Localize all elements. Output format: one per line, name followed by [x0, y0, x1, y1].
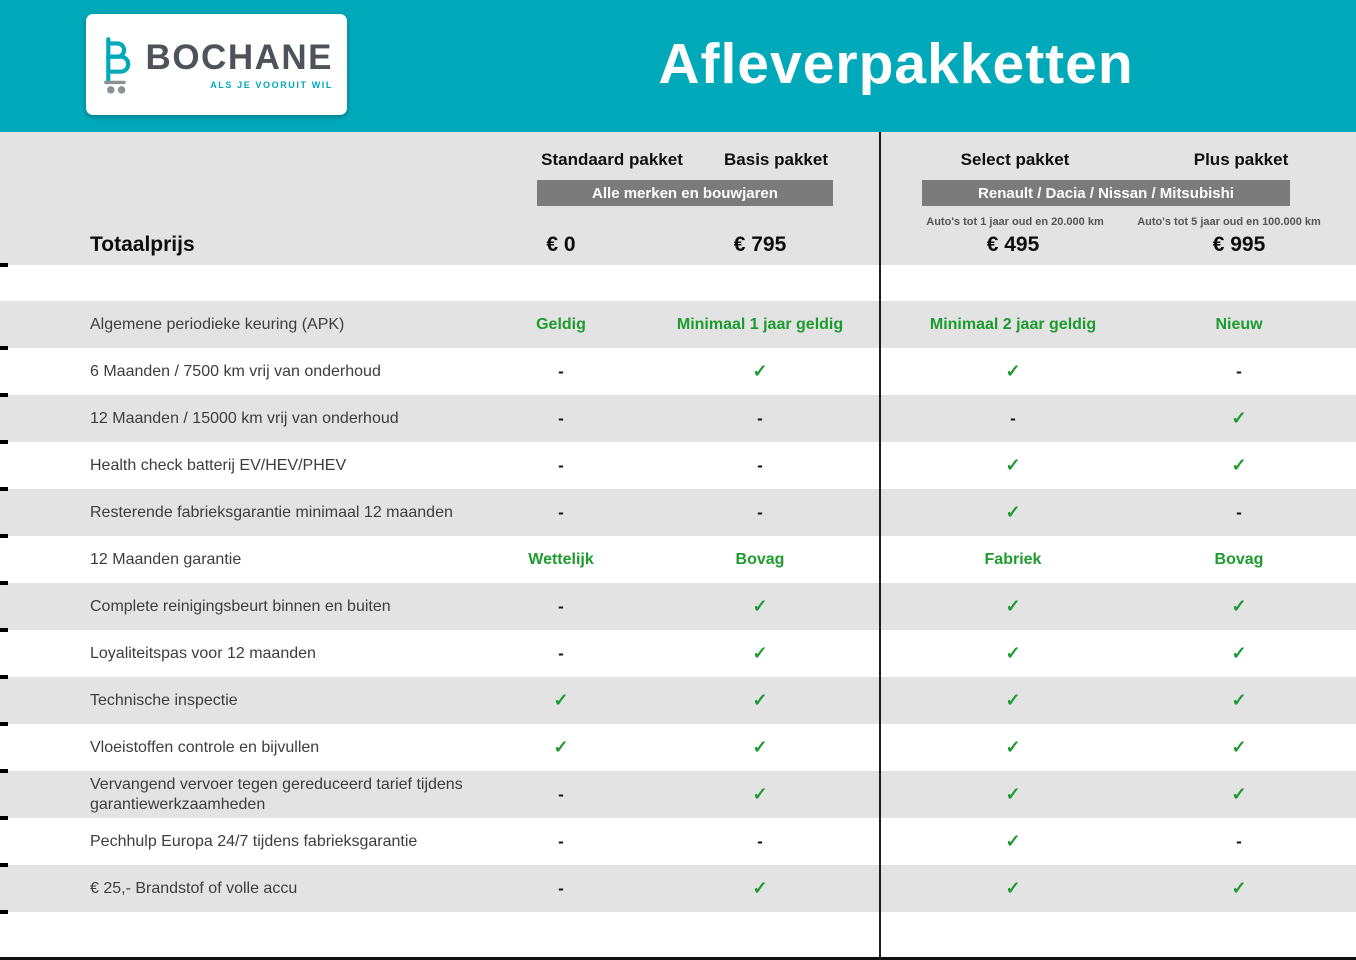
- cell-select: ✓: [1005, 737, 1021, 757]
- cell-select: Fabriek: [984, 550, 1042, 568]
- cell-standaard: -: [558, 455, 564, 475]
- cell-basis: ✓: [752, 690, 768, 710]
- column-header-standaard: Standaard pakket: [541, 150, 683, 169]
- totals-row: [0, 228, 1356, 262]
- row-label: Complete reinigingsbeurt binnen en buiten: [90, 597, 391, 615]
- table-row: [0, 865, 1356, 912]
- edge-tick: [0, 628, 8, 632]
- price-select: € 495: [986, 233, 1040, 256]
- cell-standaard: Geldig: [536, 315, 586, 333]
- cell-select: ✓: [1005, 502, 1021, 522]
- cell-basis: ✓: [752, 596, 768, 616]
- bochane-cart-icon: [100, 28, 137, 102]
- row-label: 12 Maanden / 15000 km vrij van onderhoud: [90, 409, 399, 427]
- table-row: [0, 724, 1356, 771]
- cell-select: ✓: [1005, 831, 1021, 851]
- cell-standaard: Wettelijk: [528, 550, 594, 568]
- logo-name: BOCHANE: [145, 37, 333, 77]
- cell-select: ✓: [1005, 596, 1021, 616]
- table-row: [0, 442, 1356, 489]
- row-label: Vervangend vervoer tegen gereduceerd tarief tijdens garantiewerkzaamheden: [90, 775, 463, 813]
- cell-standaard: -: [558, 502, 564, 522]
- table-row: [0, 818, 1356, 865]
- cell-plus: ✓: [1231, 596, 1247, 616]
- cell-plus: -: [1236, 502, 1242, 522]
- cell-standaard: -: [558, 831, 564, 851]
- cell-plus: -: [1236, 361, 1242, 381]
- edge-tick: [0, 722, 8, 726]
- table-row: [0, 395, 1356, 442]
- cell-standaard: -: [558, 643, 564, 663]
- edge-tick: [0, 440, 8, 444]
- edge-tick: [0, 581, 8, 585]
- cell-plus: ✓: [1231, 784, 1247, 804]
- cell-select: ✓: [1005, 455, 1021, 475]
- table-row: [0, 348, 1356, 395]
- cell-select: ✓: [1005, 643, 1021, 663]
- cell-basis: Minimaal 1 jaar geldig: [676, 315, 844, 333]
- edge-tick: [0, 263, 8, 267]
- cell-plus: ✓: [1231, 878, 1247, 898]
- edge-tick: [0, 346, 8, 350]
- badge-merken-renault-groep: Renault / Dacia / Nissan / Mitsubishi: [922, 180, 1290, 206]
- cell-plus: ✓: [1231, 455, 1247, 475]
- cell-basis: ✓: [752, 784, 768, 804]
- note-select-pakket: Auto's tot 1 jaar oud en 20.000 km: [926, 216, 1104, 228]
- cell-standaard: -: [558, 596, 564, 616]
- table-row: [0, 583, 1356, 630]
- edge-tick: [0, 393, 8, 397]
- edge-tick: [0, 487, 8, 491]
- row-label: 12 Maanden garantie: [90, 550, 242, 568]
- cell-plus: ✓: [1231, 690, 1247, 710]
- cell-basis: -: [757, 502, 763, 522]
- cell-plus: ✓: [1231, 737, 1247, 757]
- column-header-basis: Basis pakket: [724, 150, 828, 169]
- package-group-divider: [879, 132, 881, 958]
- cell-basis: ✓: [752, 361, 768, 381]
- row-label: Technische inspectie: [90, 691, 238, 709]
- row-label: 6 Maanden / 7500 km vrij van onderhoud: [90, 362, 381, 380]
- cell-basis: -: [757, 408, 763, 428]
- row-label: Algemene periodieke keuring (APK): [90, 315, 345, 333]
- cell-standaard: ✓: [553, 690, 569, 710]
- page-title: Afleverpakketten: [658, 32, 1134, 96]
- cell-basis: ✓: [752, 643, 768, 663]
- table-row: [0, 630, 1356, 677]
- edge-tick: [0, 910, 8, 914]
- row-label: Resterende fabrieksgarantie minimaal 12 maanden: [90, 503, 453, 521]
- table-row: [0, 489, 1356, 536]
- cell-standaard: ✓: [553, 737, 569, 757]
- cell-plus: -: [1236, 831, 1242, 851]
- row-label: Vloeistoffen controle en bijvullen: [90, 738, 320, 756]
- cell-select: Minimaal 2 jaar geldig: [929, 315, 1097, 333]
- cell-standaard: -: [558, 784, 564, 804]
- row-label: Loyaliteitspas voor 12 maanden: [90, 644, 316, 662]
- note-plus-pakket: Auto's tot 5 jaar oud en 100.000 km: [1137, 216, 1321, 228]
- cell-plus: ✓: [1231, 643, 1247, 663]
- totals-label: Totaalprijs: [90, 233, 195, 256]
- cell-plus: Nieuw: [1215, 315, 1263, 333]
- feature-table: [0, 301, 1356, 912]
- table-row: [0, 301, 1356, 348]
- row-label: € 25,- Brandstof of volle accu: [90, 879, 298, 897]
- row-label: Health check batterij EV/HEV/PHEV: [90, 456, 347, 474]
- bochane-logo: [86, 14, 347, 115]
- cell-standaard: -: [558, 361, 564, 381]
- table-row: [0, 771, 1356, 818]
- header: [0, 0, 1356, 132]
- cell-plus: ✓: [1231, 408, 1247, 428]
- price-standaard: € 0: [546, 233, 576, 256]
- logo-tagline: ALS JE VOORUIT WIL: [210, 79, 333, 90]
- edge-tick: [0, 863, 8, 867]
- row-label: Pechhulp Europa 24/7 tijdens fabrieksgarantie: [90, 832, 418, 850]
- edge-tick: [0, 675, 8, 679]
- cell-plus: Bovag: [1214, 550, 1264, 568]
- column-header-plus: Plus pakket: [1193, 150, 1289, 169]
- price-basis: € 795: [733, 233, 787, 256]
- cell-basis: -: [757, 455, 763, 475]
- logo-text: [145, 37, 333, 90]
- cell-basis: Bovag: [735, 550, 785, 568]
- cell-select: ✓: [1005, 361, 1021, 381]
- cell-select: -: [1010, 408, 1016, 428]
- cell-basis: ✓: [752, 737, 768, 757]
- badge-alle-merken: Alle merken en bouwjaren: [537, 180, 833, 206]
- cell-select: ✓: [1005, 690, 1021, 710]
- price-plus: € 995: [1212, 233, 1266, 256]
- cell-standaard: -: [558, 408, 564, 428]
- edge-tick: [0, 769, 8, 773]
- cell-select: ✓: [1005, 878, 1021, 898]
- cell-basis: -: [757, 831, 763, 851]
- table-header-band: [0, 132, 1356, 265]
- table-row: [0, 677, 1356, 724]
- edge-tick: [0, 534, 8, 538]
- edge-tick: [0, 816, 8, 820]
- cell-basis: ✓: [752, 878, 768, 898]
- table-row: [0, 536, 1356, 583]
- column-header-select: Select pakket: [960, 150, 1070, 169]
- cell-select: ✓: [1005, 784, 1021, 804]
- cell-standaard: -: [558, 878, 564, 898]
